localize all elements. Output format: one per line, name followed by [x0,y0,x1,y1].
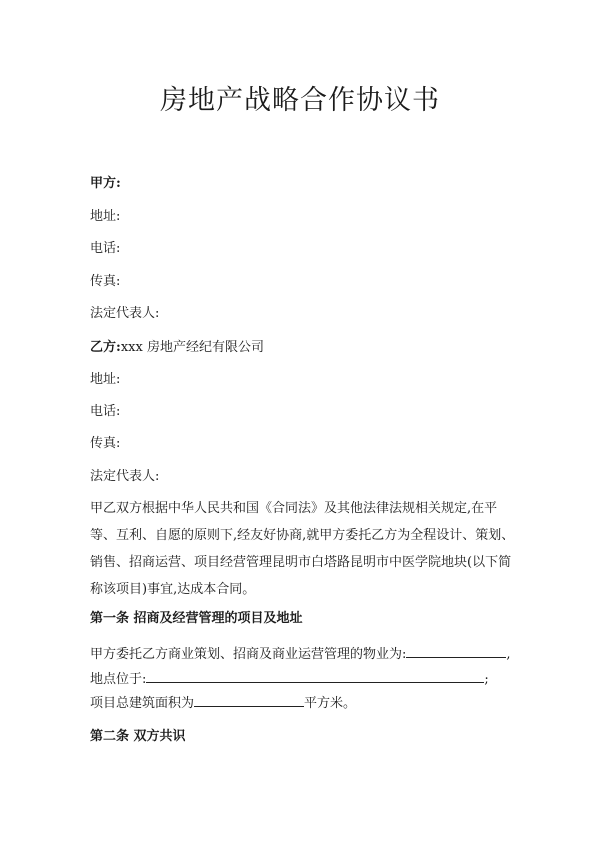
party-b-address-label: 地址: [90,372,121,387]
property-end: , [506,647,511,662]
party-b-line [90,340,264,356]
party-b-label: 乙方: [90,340,121,355]
party-a-phone-label: 电话: [90,241,121,256]
party-b-phone-label: 电话: [90,404,121,419]
preamble-paragraph: 甲乙双方根据中华人民共和国《合同法》及其他法律法规相关规定,在平等、互利、自愿的原则下,经友好协商,就甲方委托乙方为全程设计、策划、销售、招商运营、项目经营管理昆明市白塔路昆明市中医学院地块(以下简称该项目)事宜,达成本合同。 [90,501,515,597]
document-title: 房地产战略合作协议书 [160,85,440,116]
area-label: 项目总建筑面积为 [90,696,195,711]
property-label: 甲方委托乙方商业策划、招商及商业运营管理的物业为: [90,647,407,662]
article-1-heading: 第一条 招商及经营管理的项目及地址 [90,611,303,626]
location-end: ; [484,672,489,687]
article-1-line-area [90,694,356,712]
article-1-line-location [90,670,489,688]
party-a-fax-label: 传真: [90,274,121,289]
party-b-legal-rep-label: 法定代表人: [90,469,160,484]
property-blank [406,645,506,658]
party-a-address-label: 地址: [90,209,121,224]
party-b-name: xxx 房地产经纪有限公司 [120,340,264,355]
article-2-heading: 第二条 双方共识 [90,729,186,744]
area-end: 平方米。 [304,696,357,711]
party-b-fax-label: 传真: [90,436,121,451]
party-a-label: 甲方: [90,176,121,191]
area-blank [194,694,304,707]
article-1-line-property [90,645,511,663]
location-label: 地点位于: [90,672,147,687]
location-blank [146,670,484,683]
party-a-legal-rep-label: 法定代表人: [90,306,160,321]
